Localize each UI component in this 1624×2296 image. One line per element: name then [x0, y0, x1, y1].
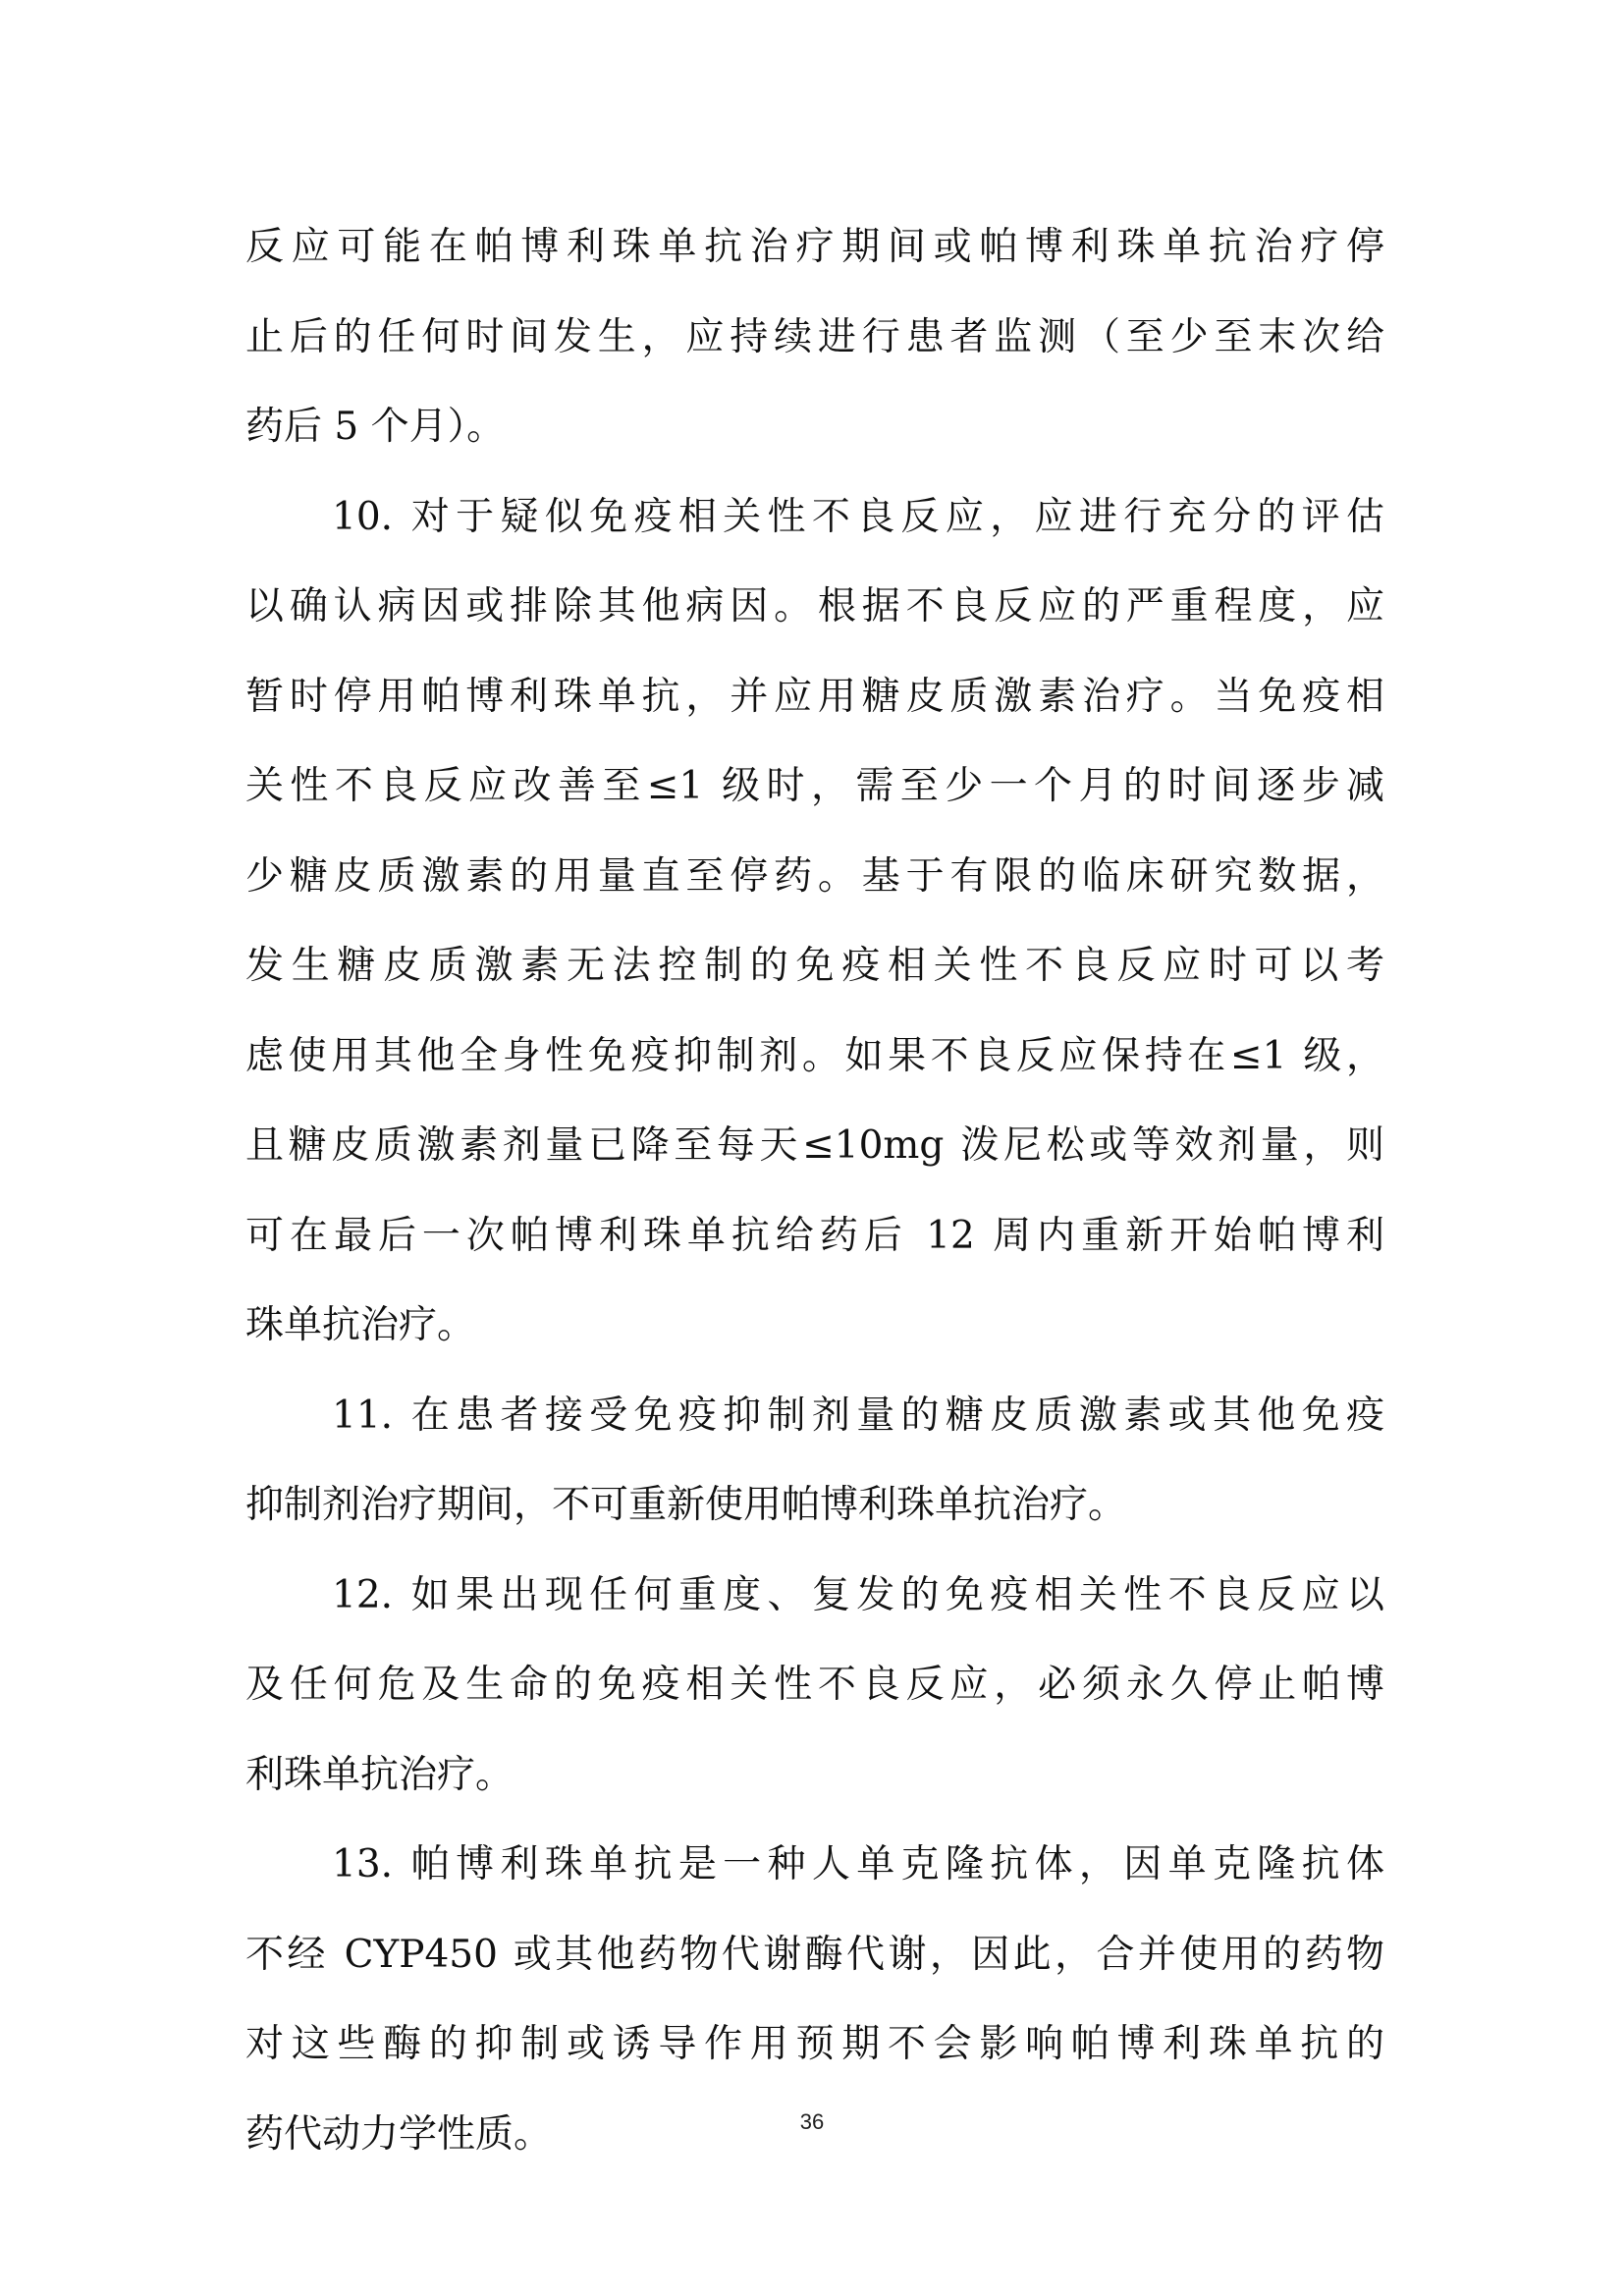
paragraph-12-start: 12. 如果出现任何重度、复发的免疫相关性不良反应以 [332, 1572, 1384, 1617]
text-line: 发生糖皮质激素无法控制的免疫相关性不良反应时可以考 [245, 944, 1384, 988]
paragraph-13-start: 13. 帕博利珠单抗是一种人单克隆抗体，因单克隆抗体 [332, 1842, 1384, 1886]
paragraph-10-start: 10. 对于疑似免疫相关性不良反应，应进行充分的评估 [332, 494, 1384, 539]
page-number: 36 [799, 2109, 825, 2134]
text-line: 不经 CYP450 或其他药物代谢酶代谢，因此，合并使用的药物 [245, 1932, 1384, 1977]
text-line: 珠单抗治疗。 [245, 1303, 476, 1347]
paragraph-11-start: 11. 在患者接受免疫抑制剂量的糖皮质激素或其他免疫 [332, 1393, 1384, 1438]
text-line: 且糖皮质激素剂量已降至每天≤10mg 泼尼松或等效剂量，则 [245, 1123, 1384, 1168]
text-line: 药后 5 个月）。 [245, 405, 506, 449]
text-line: 对这些酶的抑制或诱导作用预期不会影响帕博利珠单抗的 [245, 2022, 1384, 2066]
text-line: 可在最后一次帕博利珠单抗给药后 12 周内重新开始帕博利 [245, 1213, 1384, 1258]
text-line: 及任何危及生命的免疫相关性不良反应，必须永久停止帕博 [245, 1663, 1384, 1707]
text-line: 虑使用其他全身性免疫抑制剂。如果不良反应保持在≤1 级， [245, 1033, 1384, 1078]
body-text [245, 202, 1384, 2179]
text-line: 关性不良反应改善至≤1 级时，需至少一个月的时间逐步减 [245, 764, 1384, 808]
text-line: 暂时停用帕博利珠单抗，并应用糖皮质激素治疗。当免疫相 [245, 674, 1384, 719]
text-line: 抑制剂治疗期间，不可重新使用帕博利珠单抗治疗。 [245, 1483, 1127, 1527]
text-line: 少糖皮质激素的用量直至停药。基于有限的临床研究数据， [245, 853, 1384, 899]
text-line: 止后的任何时间发生，应持续进行患者监测（至少至末次给 [245, 314, 1384, 359]
text-line: 反应可能在帕博利珠单抗治疗期间或帕博利珠单抗治疗停 [245, 225, 1384, 269]
text-line: 药代动力学性质。 [245, 2111, 553, 2157]
text-line: 利珠单抗治疗。 [245, 1752, 514, 1797]
text-line: 以确认病因或排除其他病因。根据不良反应的严重程度，应 [245, 584, 1384, 629]
